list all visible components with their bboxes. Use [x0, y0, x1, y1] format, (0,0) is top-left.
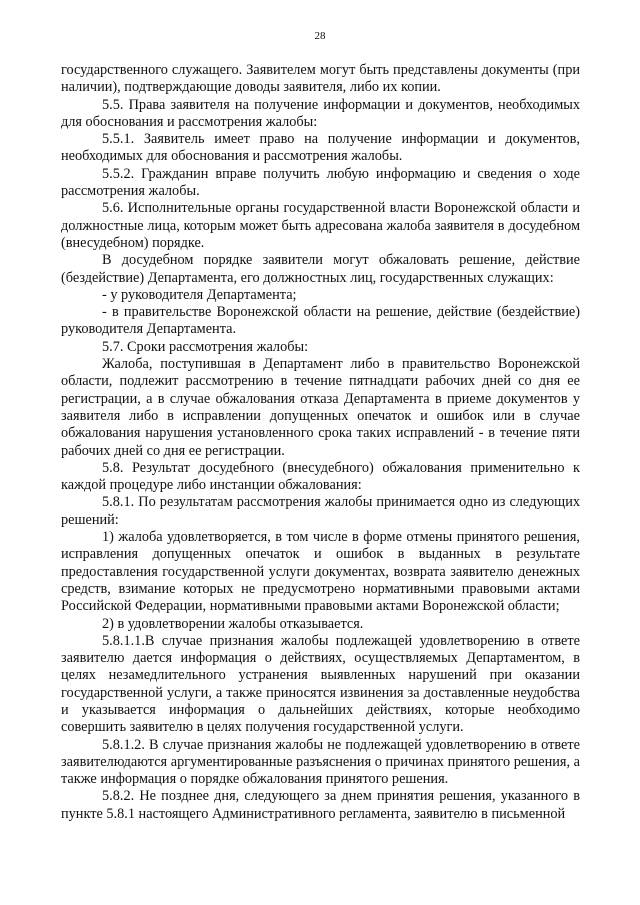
paragraph-review-terms: Жалоба, поступившая в Департамент либо в правительство Воронежской области, подлежит рассмотрению в течение пятнадцати рабочих дней со дня ее регистрации, а в случае обжалования отказа Департамента в приеме документов у заявителя либо в исправлении допущенных опечаток и ошибок или в случае обжалования нарушения установленного срока таких исправлений - в течение пяти рабочих дней со дня ее регистрации.: [61, 356, 580, 459]
paragraph-pretrial-appeal: В досудебном порядке заявители могут обжаловать решение, действие (бездействие) Департамента, его должностных лиц, государственных служащих:: [61, 252, 580, 286]
document-body: [61, 62, 580, 823]
list-item-complaint-rejected: 2) в удовлетворении жалобы отказывается.: [102, 615, 364, 632]
paragraph-5-7: 5.7. Сроки рассмотрения жалобы:: [102, 338, 309, 355]
list-item-regional-government: - в правительстве Воронежской области на решение, действие (бездействие) руководителя Департамента.: [61, 304, 580, 338]
paragraph-5-8-1-2: 5.8.1.2. В случае признания жалобы не подлежащей удовлетворению в ответе заявителюдаются аргументированные разъяснения о причинах принятого решения, а также информация о порядке обжалования принятого решения.: [61, 736, 580, 788]
paragraph-continuation: государственного служащего. Заявителем могут быть представлены документы (при наличии), подтверждающие доводы заявителя, либо их копии.: [61, 62, 580, 96]
paragraph-5-8: 5.8. Результат досудебного (внесудебного) обжалования применительно к каждой процедуре либо инстанции обжалования:: [61, 459, 580, 494]
paragraph-5-8-1: 5.8.1. По результатам рассмотрения жалобы принимается одно из следующих решений:: [61, 494, 580, 528]
list-item-complaint-satisfied: 1) жалоба удовлетворяется, в том числе в форме отмены принятого решения, исправления допущенных опечаток и ошибок в выданных в результате предоставления государственной услуги документах, возврата заявителю денежных средств, взимание которых не предусмотрено нормативными правовыми актами Российской Федерации, нормативными правовыми актами Воронежской области;: [61, 529, 580, 615]
paragraph-5-5-1: 5.5.1. Заявитель имеет право на получение информации и документов, необходимых для обоснования и рассмотрения жалобы.: [61, 131, 580, 165]
paragraph-5-8-2: 5.8.2. Не позднее дня, следующего за днем принятия решения, указанного в пункте 5.8.1 настоящего Административного регламента, заявителю в письменной: [61, 788, 580, 822]
list-item-head-of-department: - у руководителя Департамента;: [102, 286, 297, 303]
paragraph-5-5: 5.5. Права заявителя на получение информации и документов, необходимых для обоснования и рассмотрения жалобы:: [61, 96, 580, 130]
paragraph-5-6: 5.6. Исполнительные органы государственной власти Воронежской области и должностные лица, которым может быть адресована жалоба заявителя в досудебном (внесудебном) порядке.: [61, 200, 580, 251]
page-number: 28: [314, 30, 326, 42]
paragraph-5-5-2: 5.5.2. Гражданин вправе получить любую информацию и сведения о ходе рассмотрения жалобы.: [61, 165, 580, 200]
paragraph-5-8-1-1: 5.8.1.1.В случае признания жалобы подлежащей удовлетворению в ответе заявителю дается информация о действиях, осуществляемых Департаментом, в целях незамедлительного устранения выявленных нарушений при оказании государственной услуги, а также приносятся извинения за доставленные неудобства и указывается информация о дальнейших действиях, которые необходимо совершить заявителю в целях получения государственной услуги.: [61, 632, 580, 736]
